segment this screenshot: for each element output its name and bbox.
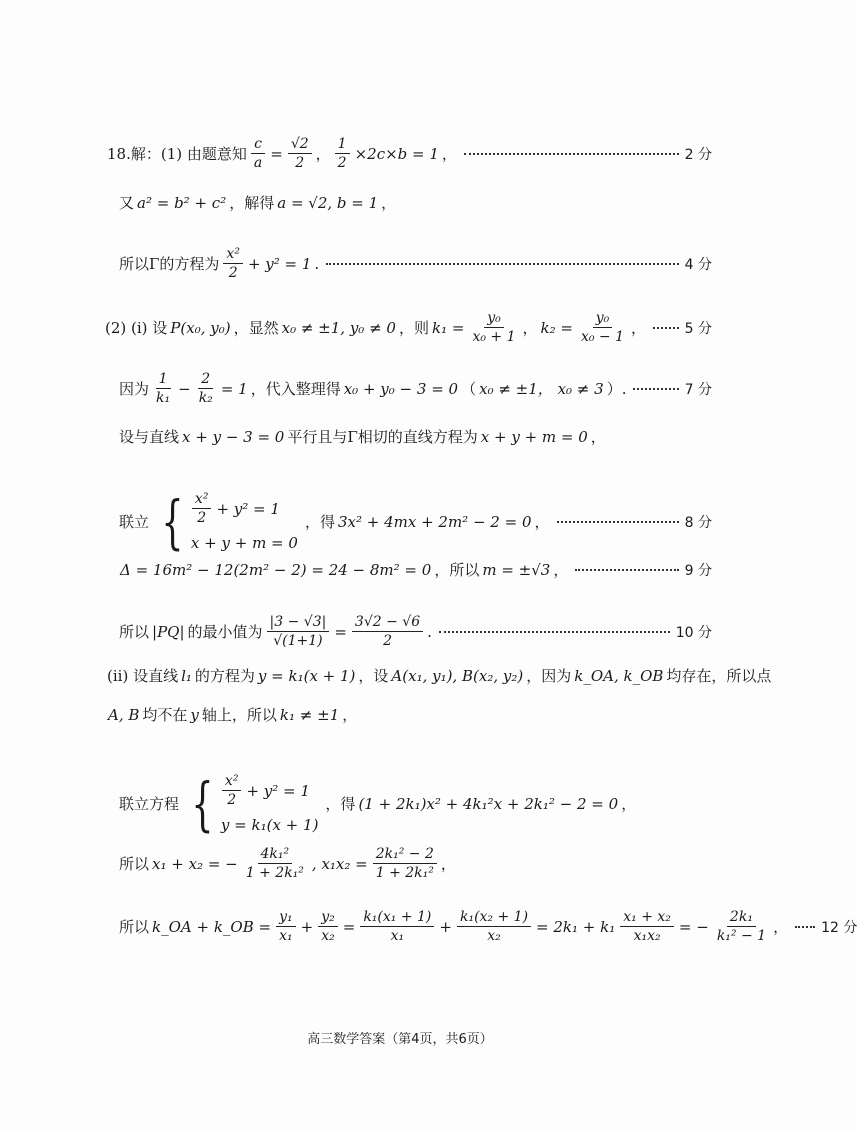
equation-system: [184, 769, 320, 838]
fraction: [276, 909, 296, 944]
solution-line: [118, 769, 712, 838]
solution-line: [118, 192, 712, 213]
system-rows: [189, 491, 300, 552]
fraction: [373, 846, 437, 881]
fraction-numerator: y₂: [318, 909, 338, 927]
text-run: ，: [522, 319, 538, 338]
fraction: [251, 136, 265, 171]
math-expression: =: [270, 144, 283, 163]
math-expression: k₁ ≠ ±1: [279, 705, 340, 724]
dot-leader: [326, 262, 678, 265]
text-run: ，: [773, 918, 789, 937]
fraction-denominator: k₁² − 1: [716, 928, 767, 945]
line-content: [118, 769, 637, 838]
text-run: ，设: [358, 667, 389, 685]
solution-line: [118, 909, 857, 945]
text-run: ，: [381, 194, 397, 212]
math-expression: +: [439, 917, 452, 936]
math-expression: Δ = 16m² − 12(2m² − 2) = 24 − 8m² = 0: [120, 560, 432, 579]
text-run: ，代入整理得: [250, 380, 341, 399]
math-expression: + y² = 1: [246, 781, 310, 800]
dot-leader: [795, 925, 815, 928]
text-run: 18.解：(1) 由题意知: [107, 145, 247, 164]
text-run: ，: [441, 145, 457, 164]
line-content: [118, 559, 569, 580]
math-expression: k_OA, k_OB: [574, 666, 664, 685]
math-expression: A(x₁, y₁), B(x₂, y₂): [391, 666, 524, 685]
math-expression: x₁ + x₂ = −: [152, 854, 238, 873]
math-expression: l₁: [181, 666, 192, 685]
fraction: [360, 909, 434, 944]
fraction-denominator: x₁x₂: [633, 928, 661, 945]
fraction: [352, 614, 423, 649]
solution-line: [118, 846, 712, 881]
text-run: 的最小值为: [187, 623, 263, 642]
text-run: ，: [342, 706, 358, 724]
fraction-numerator: √2: [288, 136, 312, 154]
text-run: ，: [631, 319, 647, 338]
text-run: ，得: [304, 513, 335, 532]
text-run: ，: [440, 855, 456, 874]
score-mark: 7 分: [684, 381, 712, 398]
score-mark: 12 分: [821, 919, 857, 936]
text-run: 设与直线: [119, 428, 180, 446]
fraction-denominator: x₁: [279, 928, 293, 945]
fraction: [457, 909, 531, 944]
text-run: .: [427, 622, 432, 641]
math-expression: ×2c×b = 1: [354, 144, 439, 163]
math-expression: y: [190, 705, 199, 724]
text-run: .: [314, 254, 320, 273]
fraction-numerator: y₁: [276, 909, 296, 927]
dot-leader: [557, 520, 679, 523]
fraction-numerator: |3 − √3|: [267, 614, 330, 632]
text-run: 所以Γ的方程为: [119, 255, 220, 274]
math-expression: A, B: [108, 705, 140, 724]
dot-leader: [575, 568, 678, 571]
solution-line: [106, 665, 772, 686]
fraction-denominator: 2: [197, 510, 207, 527]
math-expression: P(x₀, y₀): [170, 318, 231, 337]
math-expression: k_OA + k_OB =: [152, 917, 272, 936]
score-mark: 2 分: [684, 146, 712, 163]
solution-line: [118, 371, 712, 406]
fraction: [288, 136, 312, 171]
fraction-numerator: y₀: [484, 310, 504, 328]
text-run: ，: [534, 513, 550, 532]
fraction-numerator: k₁(x₂ + 1): [457, 909, 531, 927]
math-expression: = 1: [220, 379, 248, 398]
text-run: ，: [553, 561, 569, 579]
dot-leader: [464, 152, 679, 155]
fraction-numerator: 2k₁: [727, 909, 756, 927]
fraction: [335, 136, 350, 171]
fraction-numerator: 2: [198, 371, 213, 389]
dot-leader: [633, 387, 678, 390]
system-row: [189, 491, 300, 526]
fraction-numerator: y₀: [593, 310, 613, 328]
math-expression: |PQ|: [152, 622, 185, 641]
fraction: [714, 909, 769, 944]
solution-line: [118, 559, 712, 580]
math-expression: m = ±√3: [482, 560, 551, 579]
fraction-numerator: k₁(x₁ + 1): [360, 909, 434, 927]
line-content: [118, 246, 320, 281]
text-run: ，得: [325, 795, 356, 814]
dot-leader: [439, 630, 670, 633]
text-run: （: [461, 380, 477, 399]
fraction: [578, 310, 627, 345]
line-content: [118, 614, 433, 649]
text-run: 均存在，所以点: [666, 667, 772, 685]
fraction-numerator: 1: [335, 136, 350, 154]
text-run: 所以: [119, 623, 150, 642]
fraction: [222, 773, 242, 808]
fraction-denominator: k₁: [156, 390, 171, 407]
math-expression: = −: [678, 917, 709, 936]
fraction-numerator: x²: [192, 491, 212, 509]
score-mark: 10 分: [675, 624, 712, 641]
math-expression: x₀ ≠ ±1, y₀ ≠ 0: [281, 318, 396, 337]
math-expression: , x₁x₂ =: [311, 854, 368, 873]
fraction-numerator: 4k₁²: [258, 846, 293, 864]
math-expression: x + y + m = 0: [480, 427, 588, 446]
text-run: 的方程为: [194, 667, 255, 685]
text-run: ，所以: [434, 561, 480, 579]
fraction-denominator: 1 + 2k₁²: [245, 865, 304, 882]
fraction-numerator: x₁ + x₂: [620, 909, 674, 927]
fraction-denominator: 2: [383, 633, 392, 650]
math-expression: a² = b² + c²: [137, 193, 227, 212]
text-run: ，因为: [526, 667, 572, 685]
fraction-denominator: 2: [295, 155, 305, 172]
math-expression: x + y − 3 = 0: [182, 427, 285, 446]
text-run: ，解得: [229, 194, 275, 212]
system-row: [189, 534, 300, 552]
text-run: 所以: [119, 918, 150, 937]
fraction-denominator: 2: [337, 155, 347, 172]
solution-line: [118, 246, 712, 281]
text-run: 又: [119, 194, 135, 212]
solution-line: [118, 487, 712, 556]
text-run: ，: [621, 795, 637, 814]
fraction-denominator: x₀ + 1: [472, 329, 516, 346]
fraction-numerator: 1: [156, 371, 171, 389]
fraction-denominator: √(1+1): [273, 633, 323, 650]
fraction: [223, 246, 243, 281]
line-content: [106, 136, 458, 171]
score-mark: 8 分: [684, 514, 712, 531]
line-content: [118, 371, 627, 406]
fraction-denominator: 1 + 2k₁²: [375, 865, 434, 882]
text-run: ，: [315, 145, 331, 164]
solution-line: [118, 614, 712, 649]
text-run: 联立: [119, 513, 150, 532]
solution-line: [106, 704, 712, 725]
line-content: [118, 487, 551, 556]
fraction: [267, 614, 330, 649]
fraction: [318, 909, 338, 944]
left-brace: {: [191, 769, 214, 838]
text-run: 轴上，所以: [201, 706, 277, 724]
math-expression: (1 + 2k₁)x² + 4k₁²x + 2k₁² − 2 = 0: [358, 794, 619, 813]
math-expression: a = √2, b = 1: [277, 193, 379, 212]
math-expression: x + y + m = 0: [190, 534, 298, 553]
math-expression: 3x² + 4mx + 2m² − 2 = 0: [337, 512, 532, 531]
math-expression: −: [178, 379, 191, 398]
fraction-denominator: x₀ − 1: [580, 329, 625, 346]
system-row: [219, 816, 321, 834]
math-expression: + y² = 1: [247, 254, 312, 273]
text-run: 均不在: [142, 706, 188, 724]
dot-leader: [653, 326, 679, 329]
fraction: [192, 491, 212, 526]
fraction-numerator: c: [251, 136, 265, 154]
math-expression: =: [334, 622, 347, 641]
text-run: 联立方程: [119, 795, 180, 814]
fraction: [620, 909, 674, 944]
score-mark: 9 分: [684, 562, 712, 579]
math-expression: +: [300, 917, 314, 936]
line-content: [106, 704, 358, 725]
fraction: [243, 846, 307, 881]
text-run: ，: [590, 428, 606, 446]
text-run: ）.: [606, 380, 627, 399]
math-expression: k₁ =: [432, 318, 465, 337]
fraction: [469, 310, 518, 345]
fraction-denominator: x₂: [487, 928, 501, 945]
system-rows: [219, 773, 321, 834]
math-expression: x₀ ≠ ±1， x₀ ≠ 3: [479, 380, 604, 399]
fraction-denominator: 2: [228, 265, 238, 282]
math-expression: + y² = 1: [216, 499, 280, 518]
left-brace: {: [161, 487, 184, 556]
fraction: [196, 371, 216, 406]
math-expression: y = k₁(x + 1): [257, 666, 356, 685]
fraction: [153, 371, 173, 406]
fraction-denominator: x₂: [321, 928, 335, 945]
math-expression: =: [342, 917, 356, 936]
solution-line: [104, 310, 712, 345]
text-run: ，显然: [233, 319, 279, 338]
line-content: [118, 909, 789, 944]
text-run: 平行且与Γ相切的直线方程为: [287, 428, 478, 446]
solution-line: [118, 426, 712, 447]
fraction-denominator: 2: [227, 792, 237, 809]
fraction-denominator: x₁: [390, 928, 405, 945]
math-expression: k₂ =: [540, 318, 573, 337]
fraction-numerator: x²: [223, 246, 243, 264]
text-run: 因为: [119, 380, 150, 399]
text-run: (ii) 设直线: [107, 667, 179, 685]
score-mark: 5 分: [684, 320, 712, 337]
text-run: ，则: [398, 319, 429, 338]
solution-line: [106, 136, 712, 171]
line-content: [106, 665, 772, 686]
fraction-denominator: a: [253, 155, 263, 172]
fraction-numerator: 3√2 − √6: [352, 614, 423, 632]
math-expression: x₀ + y₀ − 3 = 0: [343, 379, 459, 398]
line-content: [104, 310, 647, 345]
system-row: [219, 773, 321, 808]
line-content: [118, 846, 457, 881]
fraction-denominator: k₂: [198, 390, 213, 407]
line-content: [118, 426, 607, 447]
score-mark: 4 分: [684, 256, 712, 273]
page-footer: 高三数学答案（第4页，共6页）: [307, 1032, 493, 1047]
fraction-numerator: 2k₁² − 2: [373, 846, 437, 864]
line-content: [118, 192, 397, 213]
equation-system: [154, 487, 300, 556]
text-run: (2) (i) 设: [105, 319, 168, 338]
math-expression: = 2k₁ + k₁: [536, 917, 616, 936]
text-run: 所以: [119, 855, 150, 874]
fraction-numerator: x²: [222, 773, 242, 791]
math-expression: y = k₁(x + 1): [220, 816, 319, 835]
